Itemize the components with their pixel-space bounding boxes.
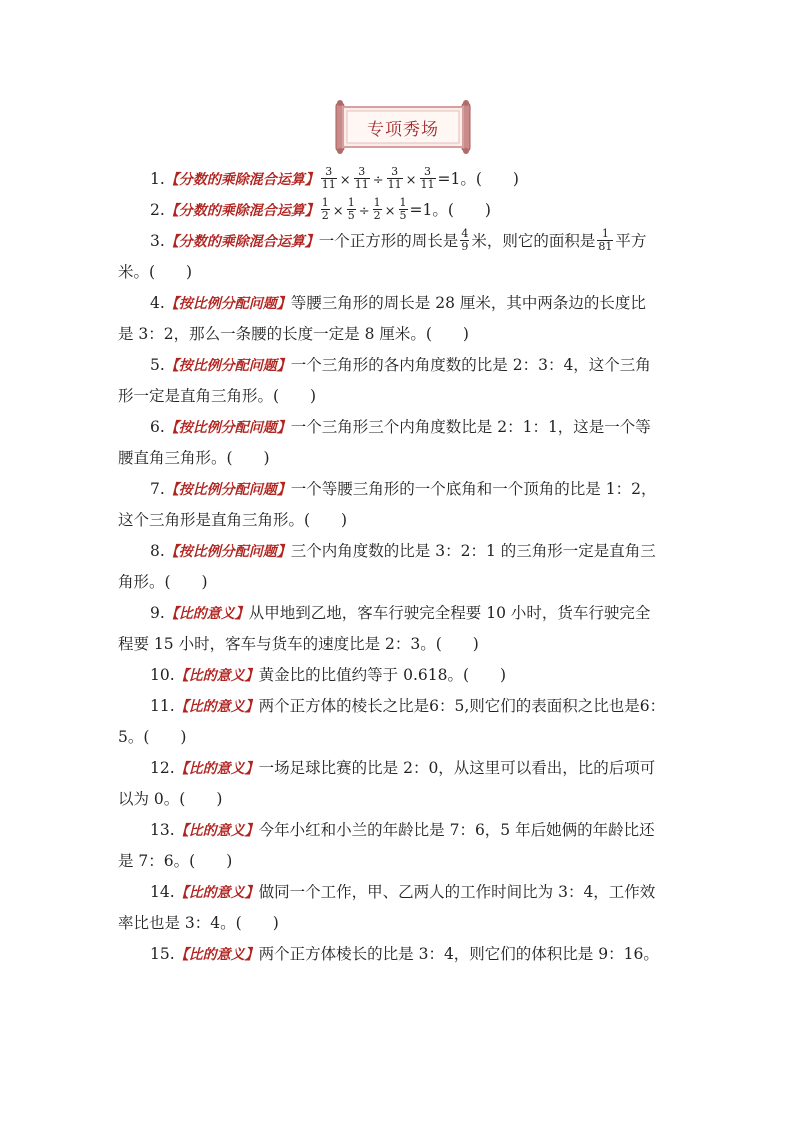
question-text: 米，则它的面积是 — [471, 232, 596, 250]
question-text: 两个正方体的棱长之比是6：5,则它们的表面积之比也是6： — [258, 697, 666, 715]
question-text: 等腰三角形的周长是 28 厘米，其中两条边的长度比 — [290, 294, 646, 312]
fraction: $\frac{1}{5}$ — [399, 195, 407, 222]
question-number: 12. — [150, 759, 175, 777]
fraction: $\frac{1}{5}$ — [347, 195, 355, 222]
question-11 — [118, 691, 678, 753]
question-number: 13. — [150, 821, 175, 839]
question-number: 9. — [150, 604, 165, 622]
question-text: 一个三角形三个内角度数比是 2：1：1，这是一个等 — [290, 418, 651, 436]
fraction: $\frac{3}{11}$ — [354, 164, 369, 191]
question-7 — [118, 474, 678, 536]
section-banner — [333, 99, 473, 155]
question-14 — [118, 877, 678, 939]
question-tag: 【按比例分配问题】 — [164, 358, 291, 374]
question-number: 1. — [150, 170, 165, 188]
question-text: 从甲地到乙地，客车行驶完全程要 10 小时，货车行驶完全 — [248, 604, 651, 622]
question-text: 腰直角三角形。( ) — [118, 449, 270, 467]
question-text: 三个内角度数的比是 3：2：1 的三角形一定是直角三 — [290, 542, 656, 560]
question-text: 一个正方形的周长是 — [318, 232, 459, 250]
question-9 — [118, 598, 678, 660]
question-number: 3. — [150, 232, 165, 250]
question-10 — [118, 660, 678, 691]
question-tag: 【比的意义】 — [174, 668, 259, 684]
fraction: $\frac{1}{81}$ — [598, 226, 613, 253]
question-text: 以为 0。( ) — [118, 790, 223, 808]
question-number: 14. — [150, 883, 175, 901]
question-number: 4. — [150, 294, 165, 312]
question-text: 5。( ) — [118, 728, 187, 746]
question-tag: 【分数的乘除混合运算】 — [164, 234, 319, 250]
question-text: 角形。( ) — [118, 573, 208, 591]
question-tag: 【比的意义】 — [174, 761, 259, 777]
question-text: 一场足球比赛的比是 2：0，从这里可以看出，比的后项可 — [258, 759, 656, 777]
question-8 — [118, 536, 678, 598]
fraction: $\frac{1}{2}$ — [321, 195, 329, 222]
question-number: 10. — [150, 666, 175, 684]
question-tag: 【分数的乘除混合运算】 — [164, 203, 319, 219]
question-1 — [118, 164, 678, 195]
question-13 — [118, 815, 678, 877]
question-end: =1。( ) — [437, 170, 519, 188]
question-text: 一个等腰三角形的一个底角和一个顶角的比是 1：2， — [290, 480, 657, 498]
fraction: $\frac{4}{9}$ — [461, 226, 469, 253]
question-text: 两个正方体棱长的比是 3：4，则它们的体积比是 9：16。 — [258, 945, 659, 963]
question-text: 一个三角形的各内角度数的比是 2：3：4，这个三角 — [290, 356, 651, 374]
fraction: $\frac{3}{11}$ — [321, 164, 336, 191]
question-number: 8. — [150, 542, 165, 560]
question-tag: 【按比例分配问题】 — [164, 296, 291, 312]
question-15 — [118, 939, 678, 970]
question-text: 程要 15 小时，客车与货车的速度比是 2：3。( ) — [118, 635, 479, 653]
question-text: 形一定是直角三角形。( ) — [118, 387, 317, 405]
question-2 — [118, 195, 678, 226]
question-end: =1。( ) — [409, 201, 491, 219]
question-number: 7. — [150, 480, 165, 498]
fraction: $\frac{3}{11}$ — [420, 164, 435, 191]
operator: × — [332, 204, 344, 219]
question-list — [118, 164, 678, 970]
question-text: 米。( ) — [118, 263, 193, 281]
question-4 — [118, 288, 678, 350]
question-tag: 【比的意义】 — [164, 606, 249, 622]
question-text: 平方 — [615, 232, 647, 250]
operator: × — [384, 204, 396, 219]
question-text: 是 7：6。( ) — [118, 852, 233, 870]
question-tag: 【按比例分配问题】 — [164, 420, 291, 436]
question-text: 黄金比的比值约等于 0.618。( ) — [258, 666, 507, 684]
question-6 — [118, 412, 678, 474]
question-text: 率比也是 3：4。( ) — [118, 914, 279, 932]
operator: ÷ — [358, 204, 370, 219]
operator: × — [405, 173, 417, 188]
fraction: $\frac{3}{11}$ — [387, 164, 402, 191]
question-number: 11. — [150, 697, 175, 715]
question-tag: 【分数的乘除混合运算】 — [164, 172, 319, 188]
question-tag: 【比的意义】 — [174, 823, 259, 839]
question-5 — [118, 350, 678, 412]
question-tag: 【按比例分配问题】 — [164, 544, 291, 560]
question-tag: 【按比例分配问题】 — [164, 482, 291, 498]
question-12 — [118, 753, 678, 815]
question-tag: 【比的意义】 — [174, 699, 259, 715]
operator: × — [339, 173, 351, 188]
question-3 — [118, 226, 678, 288]
operator: ÷ — [372, 173, 384, 188]
question-text: 这个三角形是直角三角形。( ) — [118, 511, 348, 529]
question-text: 做同一个工作，甲、乙两人的工作时间比为 3：4，工作效 — [258, 883, 656, 901]
question-tag: 【比的意义】 — [174, 885, 259, 901]
question-number: 5. — [150, 356, 165, 374]
question-text: 今年小红和小兰的年龄比是 7：6，5 年后她俩的年龄比还 — [258, 821, 655, 839]
question-text: 是 3：2，那么一条腰的长度一定是 8 厘米。( ) — [118, 325, 469, 343]
banner-title: 专项秀场 — [367, 119, 439, 140]
fraction: $\frac{1}{2}$ — [373, 195, 381, 222]
question-number: 6. — [150, 418, 165, 436]
question-tag: 【比的意义】 — [174, 947, 259, 963]
question-number: 15. — [150, 945, 175, 963]
question-number: 2. — [150, 201, 165, 219]
